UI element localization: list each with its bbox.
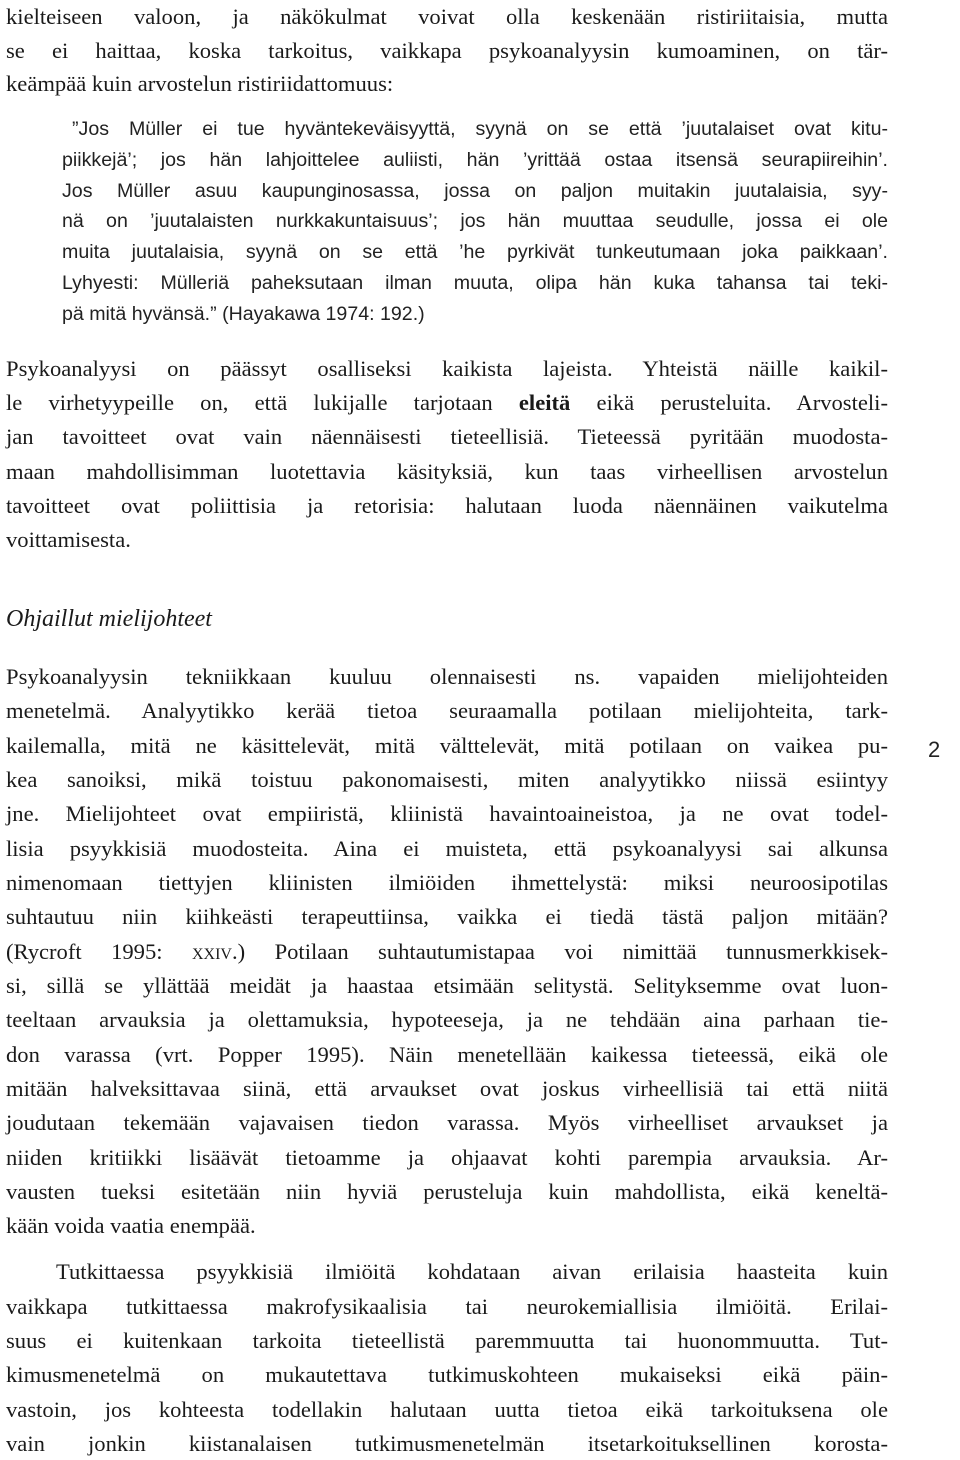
text-line [6, 386, 888, 419]
quote-line: ”Jos Müller ei tue hyväntekeväisyyttä, syynä on se että ’juutalaiset ovat kitu- [72, 118, 888, 140]
text-line: menetelmä. Analyytikko kerää tietoa seuraamalla potilaan mielijohteita, tark- [6, 698, 888, 723]
text-line: kea sanoiksi, mikä toistuu pakonomaisesti, miten analyytikko niissä esiintyy [6, 767, 888, 792]
text-line: joudutaan tekemään vajavaisen tiedon varassa. Myös virheelliset arvaukset ja [6, 1110, 888, 1135]
text-span: le virhetyypeille on, että lukijalle tarjotaan [6, 390, 519, 415]
roman-numeral: xxiv [191, 939, 232, 964]
text-line: mitään halveksittavaa siinä, että arvaukset ovat joskus virheellisiä tai että niitä [6, 1076, 888, 1101]
text-line: keämpää kuin arvostelun ristiriidattomuus: [6, 71, 394, 96]
quote-line: muita juutalaisia, syynä on se että ’he pyrkivät tunkeutumaan joka paikkaan’. [62, 241, 888, 263]
quote-line: pä mitä hyvänsä.” (Hayakawa 1974: 192.) [62, 303, 425, 325]
text-line: nimenomaan tiettyjen kliinisten ilmiöiden ihmettelystä: miksi neuroosipotilas [6, 870, 888, 895]
text-line: kailemalla, mitä ne käsittelevät, mitä välttelevät, mitä potilaan on vaikea pu- [6, 733, 888, 758]
quote-line: nä on ’juutalaisten nurkkakuntaisuus’; jos hän muuttaa seudulle, jossa ei ole [62, 210, 888, 232]
text-line: suhtautuu niin kiihkeästi terapeuttiinsa, vaikka ei tiedä tästä paljon mitään? [6, 904, 888, 929]
text-line: kään voida vaatia enempää. [6, 1213, 256, 1238]
text-line: Tutkittaessa psyykkisiä ilmiöitä kohdataan aivan erilaisia haasteita kuin [56, 1259, 888, 1284]
text-line: teeltaan arvauksia ja olettamuksia, hypoteeseja, ja ne tehdään aina parhaan tie- [6, 1007, 888, 1032]
text-line: jne. Mielijohteet ovat empiiristä, kliinistä havaintoaineistoa, ja ne ovat todel- [6, 801, 888, 826]
text-line: vausten tueksi esitetään niin hyviä perusteluja kuin mahdollista, eikä keneltä- [6, 1179, 888, 1204]
text-line: vain jonkin kiistanalaisen tutkimusmenetelmän itsetarkoituksellinen korosta- [6, 1431, 888, 1456]
text-line: niiden kritiikki lisäävät tietoamme ja ohjaavat kohti parempia arvauksia. Ar- [6, 1145, 888, 1170]
text-line: jan tavoitteet ovat vain näennäisesti tieteellisiä. Tieteessä pyritään muodosta- [6, 424, 888, 449]
text-line: vastoin, jos kohteesta todellakin halutaan uutta tietoa eikä tarkoituksena ole [6, 1397, 888, 1422]
text-line: Psykoanalyysi on päässyt osalliseksi kaikista lajeista. Yhteistä näille kaikil- [6, 356, 888, 381]
quote-line: Lyhyesti: Mülleriä paheksutaan ilman muuta, olipa hän kuka tahansa tai teki- [62, 272, 888, 294]
page-number: 2 [928, 737, 941, 762]
text-line [6, 935, 888, 968]
text-line: lisia psyykkisiä muodosteita. Aina ei muisteta, että psykoanalyysi sai alkunsa [6, 836, 888, 861]
text-line: kielteiseen valoon, ja näkökulmat voivat olla keskenään ristiriitaisia, mutta [6, 4, 888, 29]
text-line: Psykoanalyysin tekniikkaan kuuluu olennaisesti ns. vapaiden mielijohteiden [6, 664, 888, 689]
text-line: kimusmenetelmä on mukautettava tutkimuskohteen mukaiseksi eikä päin- [6, 1362, 888, 1387]
text-line: se ei haittaa, koska tarkoitus, vaikkapa psykoanalyysin kumoaminen, on tär- [6, 38, 888, 63]
text-line: voittamisesta. [6, 527, 131, 552]
text-span: .) Potilaan suhtautumistapaa voi nimittää tunnusmerkkisek- [231, 939, 888, 964]
text-span: (Rycroft 1995: [6, 939, 192, 964]
text-span: eikä perusteluita. Arvosteli- [570, 390, 888, 415]
text-line: vaikkapa tutkittaessa makrofysikaalisia tai neurokemiallisia ilmiöitä. Erilai- [6, 1294, 888, 1319]
quote-line: piikkejä’; jos hän lahjoittelee auliisti, hän ’yrittää ostaa itsensä seurapiireihin’. [62, 149, 888, 171]
text-line: don varassa (vrt. Popper 1995). Näin menetellään kaikessa tieteessä, eikä ole [6, 1042, 888, 1067]
text-line: maan mahdollisimman luotettavia käsityksiä, kun taas virheellisen arvostelun [6, 459, 888, 484]
text-line: tavoitteet ovat poliittisia ja retorisia: halutaan luoda näennäinen vaikutelma [6, 493, 888, 518]
quote-line: Jos Müller asuu kaupunginosassa, jossa on paljon muitakin juutalaisia, syy- [62, 180, 888, 202]
emphasis-word: eleitä [518, 390, 571, 415]
section-heading: Ohjaillut mielijohteet [6, 606, 212, 632]
text-line: suus ei kuitenkaan tarkoita tieteellistä paremmuutta tai huonommuutta. Tut- [6, 1328, 888, 1353]
text-line: si, sillä se yllättää meidät ja haastaa etsimään selitystä. Selityksemme ovat luon- [6, 973, 888, 998]
